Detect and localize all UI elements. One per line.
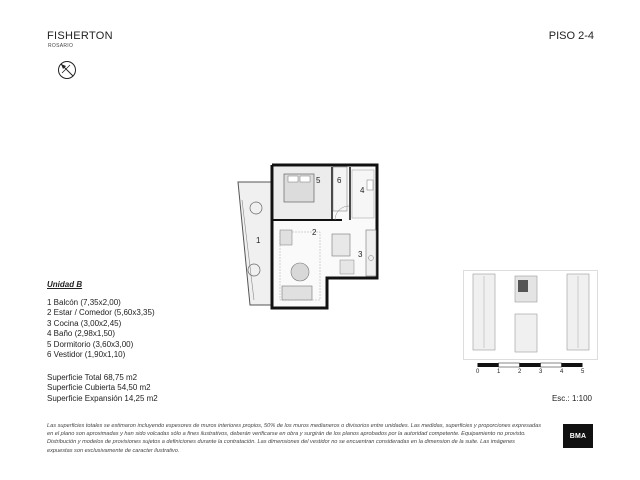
- scale-bar: [477, 362, 595, 370]
- scale-tick: 1: [497, 369, 501, 375]
- plan-label-bedroom: 5: [316, 176, 321, 185]
- surface-item: Superficie Total 68,75 m2: [47, 373, 138, 382]
- balcony: [238, 182, 272, 305]
- floor-plan: [232, 160, 382, 310]
- scale-tick: 0: [476, 369, 480, 375]
- plan-label-living: 2: [312, 228, 317, 237]
- project-title: FISHERTON: [47, 30, 113, 42]
- scale-tick: 3: [539, 369, 543, 375]
- north-compass-icon: [57, 60, 77, 80]
- city-subtitle: ROSARIO: [48, 43, 74, 49]
- scale-label: Esc.: 1:100: [551, 394, 592, 403]
- surface-item: Superficie Cubierta 54,50 m2: [47, 383, 151, 393]
- room-item: 4 Baño (2,98x1,50): [47, 329, 116, 339]
- scale-tick: 5: [581, 369, 585, 375]
- plan-label-kitchen: 3: [358, 250, 363, 259]
- room-item: 3 Cocina (3,00x2,45): [47, 318, 122, 328]
- room-item: 1 Balcón (7,35x2,00): [47, 298, 121, 307]
- key-plan: [463, 270, 598, 360]
- surface-list: [47, 373, 158, 404]
- scale-tick: 4: [560, 369, 564, 375]
- room-item: 5 Dormitorio (3,60x3,00): [47, 339, 134, 349]
- plan-label-balcony: 1: [256, 236, 261, 245]
- room-list: [47, 298, 155, 360]
- plan-label-closet: 6: [337, 176, 342, 185]
- room-item: 2 Estar / Comedor (5,60x3,35): [47, 308, 155, 318]
- unit-title: Unidad B: [47, 280, 83, 289]
- bma-logo: BMA: [563, 424, 593, 448]
- key-plan-highlight: [518, 280, 528, 292]
- room-item: 6 Vestidor (1,90x1,10): [47, 350, 126, 360]
- plan-label-bath: 4: [360, 186, 365, 195]
- floor-label: PISO 2-4: [548, 30, 594, 42]
- disclaimer: Las superficies totales se estimaron incluyendo espesores de muros interiores propios, 50% de los muros medianeros o divisorios entre unidades. Las medidas, superficies y proporciones expresadas en el plano son aproximadas y han sido volcadas sólo a fines ilustrativos, deberán verificarse en obra y surgirán de los planos aprobados por la autoridad competente. Equipamiento no provisto. Distribución y modelos de provisiones sujetos a definiciones durante la contratación. Las dimensiones del vestidor no se encuentran consideradas en la dimension de la suite. Las imágenes expuestas son exclusivamente de caracter ilustrativo.: [47, 423, 542, 454]
- surface-item: Superficie Expansión 14,25 m2: [47, 393, 158, 403]
- scale-tick: 2: [518, 369, 522, 375]
